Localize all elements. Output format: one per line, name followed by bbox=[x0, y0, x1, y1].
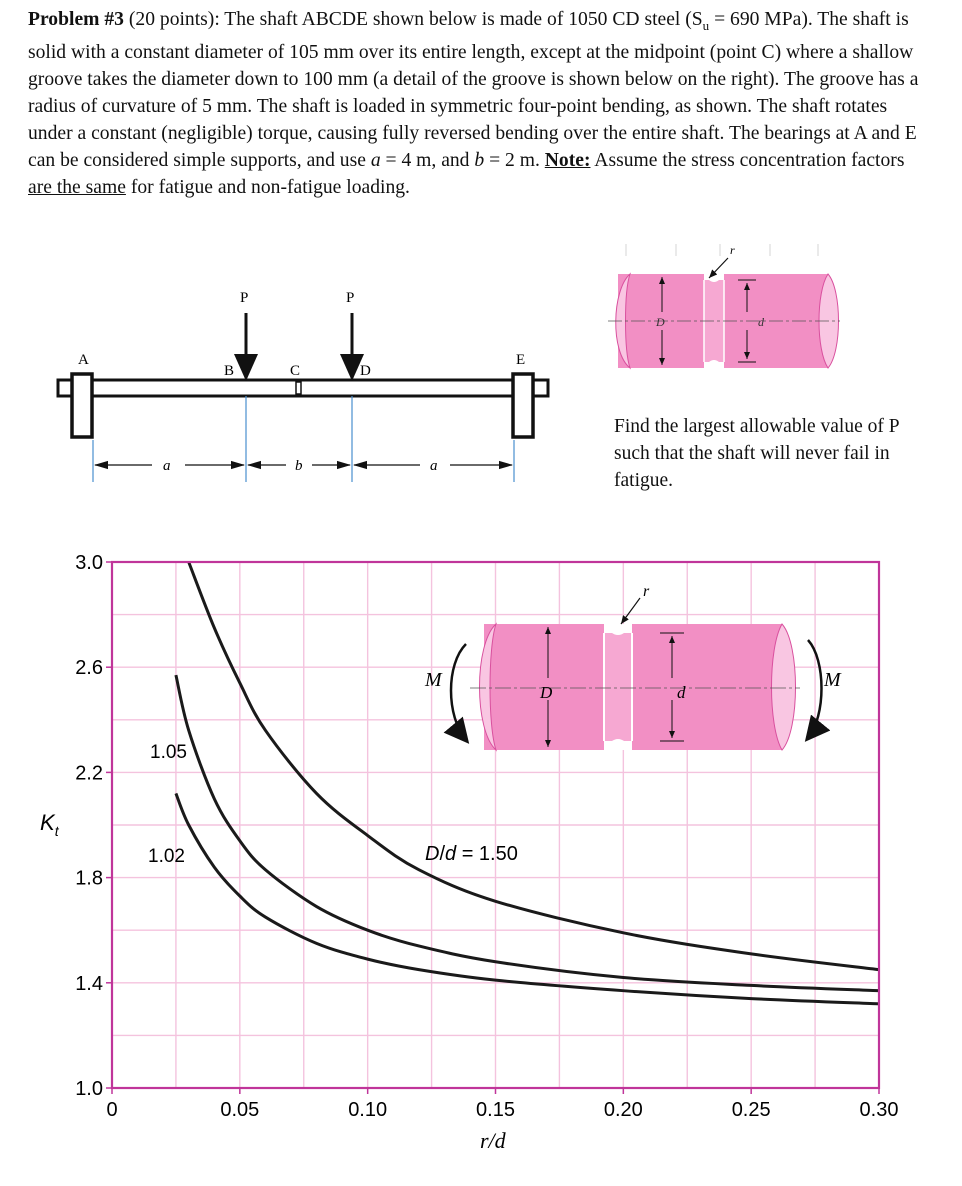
problem-text-2: = 690 MPa). The shaft is solid with a constant diameter of 105 mm over its entire length, except at the midpoint (point C) where a shallow groove takes the diameter down to 100 mm (a detail of the groove is shown below on the right). The groove has a radius of curvature of 5 mm. The shaft is loaded in symmetric four-point bending, as shown. The shaft rotates under a constant (negligible) torque, causing fully reversed bending over the entire shaft. The bearings at A and E can be considered simple supports, and use bbox=[28, 9, 919, 171]
point-e-label: E bbox=[516, 352, 526, 368]
inset-D-label: D bbox=[540, 683, 553, 702]
point-c-label: C bbox=[290, 363, 301, 379]
x-axis-label: r/d bbox=[480, 1128, 506, 1153]
y-axis-label: $K_t$ bbox=[40, 810, 59, 839]
y-tick-0: 1.0 bbox=[75, 1078, 103, 1100]
a-equation: = 4 m, and bbox=[380, 149, 475, 171]
x-tick-3: 0.15 bbox=[476, 1099, 515, 1121]
groove-detail bbox=[600, 240, 850, 380]
label-1-05: 1.05 bbox=[150, 742, 187, 763]
b-equation: = 2 m. bbox=[484, 149, 545, 171]
x-tick-4: 0.20 bbox=[603, 1099, 643, 1121]
point-d-label: D bbox=[360, 363, 371, 379]
inset-shaft bbox=[451, 598, 822, 750]
label-1-50: D/d = 1.50 bbox=[425, 843, 518, 865]
groove-mark bbox=[296, 382, 301, 394]
inset-r-label: r bbox=[643, 583, 650, 600]
x-tick-0: 0 bbox=[106, 1099, 118, 1121]
x-tick-5: 0.25 bbox=[731, 1099, 771, 1121]
find-instruction: Find the largest allowable value of P such that the shaft will never fail in fatigue. bbox=[614, 416, 899, 491]
x-tick-6: 0.30 bbox=[859, 1099, 899, 1121]
x-tick-1: 0.05 bbox=[220, 1099, 260, 1121]
point-a-label: A bbox=[78, 352, 89, 368]
y-tick-3: 2.2 bbox=[75, 762, 103, 785]
load-label-2: P bbox=[346, 290, 355, 306]
var-a: a bbox=[370, 149, 381, 171]
load-label-1: P bbox=[240, 290, 249, 306]
note-text-2: for fatigue and non-fatigue loading. bbox=[125, 176, 410, 198]
kt-chart bbox=[0, 540, 962, 1186]
note-text-1: Assume the stress concentration factors bbox=[590, 149, 905, 171]
groove-d-label: d bbox=[758, 315, 764, 329]
inset-d-label: d bbox=[677, 683, 686, 702]
problem-label: Problem #3 bbox=[28, 9, 124, 30]
curve-series-0 bbox=[189, 562, 879, 970]
bearing-e bbox=[513, 374, 533, 437]
y-tick-4: 2.6 bbox=[75, 657, 103, 680]
dim-b-label: b bbox=[295, 458, 303, 474]
dim-a1-label: a bbox=[163, 458, 171, 474]
su-subscript: u bbox=[702, 17, 710, 33]
bearing-a bbox=[72, 374, 92, 437]
label-1-02: 1.02 bbox=[148, 846, 185, 867]
point-b-label: B bbox=[224, 363, 235, 379]
y-tick-1: 1.4 bbox=[75, 972, 103, 995]
groove-r-label: r bbox=[730, 243, 735, 257]
groove-D-label: D bbox=[656, 315, 665, 329]
note-underline: are the same bbox=[28, 176, 126, 198]
dim-a2-label: a bbox=[430, 458, 438, 474]
beam-diagram bbox=[0, 240, 600, 500]
problem-text-1: (20 points): The shaft ABCDE shown below is made of 1050 CD steel (S bbox=[128, 9, 703, 30]
var-b: b bbox=[474, 149, 485, 171]
shaft-body bbox=[58, 380, 548, 396]
moment-left-arrow bbox=[451, 644, 466, 740]
note-label: Note: bbox=[544, 149, 591, 171]
inset-M-left: M bbox=[425, 669, 442, 691]
y-tick-2: 1.8 bbox=[75, 867, 103, 890]
x-tick-2: 0.10 bbox=[348, 1099, 388, 1121]
y-tick-5: 3.0 bbox=[75, 552, 103, 574]
inset-M-right: M bbox=[824, 669, 841, 691]
problem-statement bbox=[28, 6, 928, 201]
